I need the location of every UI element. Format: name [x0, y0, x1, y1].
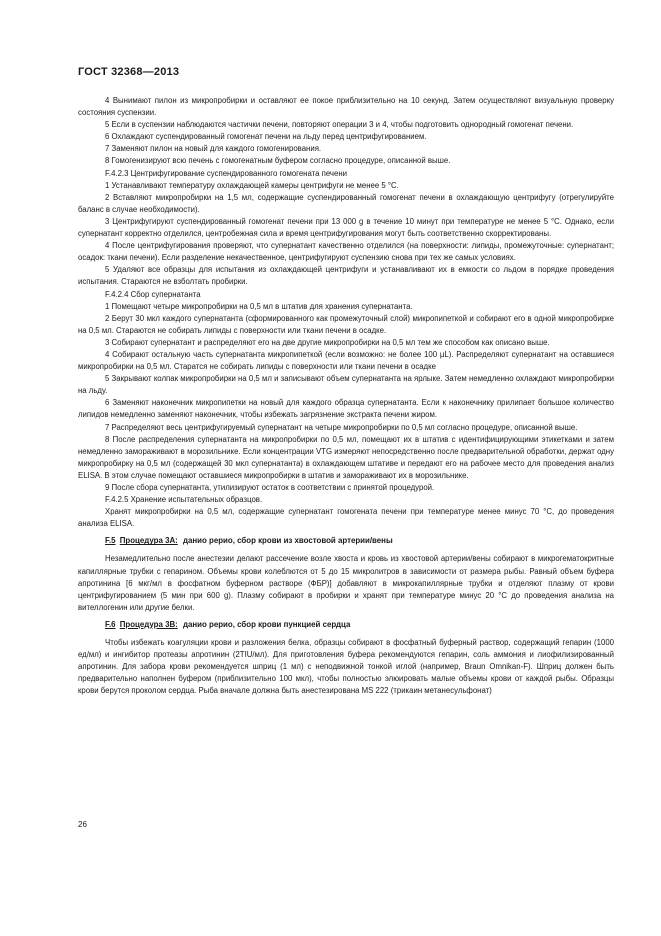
paragraph: 2 Вставляют микропробирки на 1,5 мл, содержащие суспендированный гомогенат печени в охлаждающую центрифугу (отрегулируйте баланс в случае необходимости).	[78, 192, 614, 214]
paragraph: 5 Закрывают колпак микропробирки на 0,5 мл и записывают объем супернатанта на ярлыке. Затем немедленно охлаждают микропробирки на льду.	[78, 374, 614, 396]
paragraph-group-f4	[78, 95, 614, 530]
paragraph: 4 Собирают остальную часть супернатанта микропипеткой (если возможно: не более 100 µL). Распределяют супернатант на оставшиеся микропробирки на 0,5 мл. Старатся не собирать липиды с поверхности или ткани печени в осадке	[78, 349, 614, 372]
document-body	[78, 95, 614, 698]
paragraph: 8 После распределения супернатанта на микропробирки по 0,5 мл, помещают их в штатив с идентифицирующими этикетками и затем немедленно замораживают в морозильнике. Если концентрации VTG измеряют непосредственно после предварительной обработки, держат одну микропробирку на 0,5 мл (содержащей 30 мкл супернатанта) в охлаждающем штативе и передают его на рабочее место для проведения анализ ELISA. В этом случае помещают оставшиеся микропробирки в штатив и замораживают их в морозильнике.	[78, 434, 614, 480]
paragraph: 6 Охлаждают суспендированный гомогенат печени на льду перед центрифугированием.	[105, 132, 427, 142]
paragraph: F.4.2.3 Центрифугирование суспендированного гомогената печени	[105, 168, 347, 178]
paragraph: 7 Заменяют пилон на новый для каждого гомогенирования.	[105, 144, 322, 154]
section-number: F.6	[105, 619, 116, 629]
paragraph: 8 Гомогенизируют всю печень с гомогенатным буфером согласно процедуре, описанной выше.	[105, 156, 451, 166]
paragraph: 3 Собирают супернатант и распределяют его на две другие микропробирки на 0,5 мл тем же способом как описано выше.	[105, 337, 550, 347]
paragraph: 7 Распределяют весь центрифугируемый супернатант на четыре микропробирки по 0,5 мл согласно процедуре, описанной выше.	[105, 422, 578, 432]
paragraph: 9 После сбора супернатанта, утилизируют остаток в соответствии с принятой процедурой.	[105, 483, 435, 492]
paragraph: 6 Заменяют наконечник микропипетки на новый для каждого образца супернатанта. Если к наконечнику прилипает большое количество липидов немедленно заменяют наконечник, чтобы избежать загрязнение экстракта печени жиром.	[78, 398, 614, 420]
section-title: данио рерио, сбор крови из хвостовой артерии/вены	[183, 536, 393, 546]
section-title: данио рерио, сбор крови пункцией сердца	[183, 619, 351, 629]
document-header: ГОСТ 32368—2013	[78, 66, 180, 78]
paragraph-group-f5	[78, 553, 614, 613]
paragraph: 2 Берут 30 мкл каждого супернатанта (сформированного как промежуточный слой) микропипеткой и собирают его в одной микропробирке на 0,5 мл. Стараются не собирать липиды с поверхности или ткани печени в осадке.	[78, 313, 614, 335]
paragraph: 4 После центрифугирования проверяют, что супернатант качественно отделился (на поверхности: липиды, промежуточные: супернатант; осадок: ткани печени). Если разделение некачественное, центрифугируют суспензию снова при тех же самых условиях.	[78, 241, 614, 263]
paragraph: Незамедлительно после анестезии делают рассечение возле хвоста и кровь из хвостовой артерии/вены собирают в микрогематокритные капиллярные трубки с гепарином. Объемы крови колеблются от 5 до 15 микролитров в зависимости от размера рыбы. Равный объем буфера апротинина [6 мкг/мл в фосфатном буферном растворе (ФБР)] добавляют в микрокапиллярные трубки и отделяют плазму от крови центрифугированием (5 мин при 600 g). Плазму собирают в пробирки и хранят при температуре минус 20 °C до проведения анализа на вителлогенин или другие белки.	[78, 554, 614, 612]
page-number: 26	[78, 820, 87, 829]
paragraph-group-f6	[78, 637, 614, 697]
paragraph: Хранят микропробирки на 0,5 мл, содержащие супернатант гомогената печени при температуре менее минус 70 °C, до проведения анализа ELISA.	[78, 507, 614, 529]
paragraph: 5 Если в суспензии наблюдаются частички печени, повторяют операции 3 и 4, чтобы подготовить однородный гомогенат печени.	[105, 120, 574, 130]
paragraph: 5 Удаляют все образцы для испытания из охлаждающей центрифуги и устанавливают их в емкости со льдом в порядке проведения испытания. Стараются не взболтать пробирки.	[78, 265, 614, 287]
paragraph: 3 Центрифугируют суспендированный гомогенат печени при 13 000 g в течение 10 минут при температуре не менее 5 °C. Однако, если супернатант корректно отделился, центробежная сила и время центрифугирования могут быть соответственно скорректированы.	[78, 216, 614, 239]
paragraph: 1 Помещают четыре микропробирки на 0,5 мл в штатив для хранения супернатанта.	[105, 301, 413, 311]
paragraph: F.4.2.5 Хранение испытательных образцов.	[105, 495, 263, 505]
section-label: Процедура 3В:	[119, 619, 178, 629]
section-heading-f6	[78, 619, 614, 631]
paragraph: 4 Вынимают пилон из микропробирки и оставляют ее покое приблизительно на 10 секунд. Затем осуществляют визуальную проверку состояния суспензии.	[78, 96, 614, 118]
section-heading-f5	[78, 535, 614, 547]
section-label: Процедура 3А:	[119, 536, 178, 546]
paragraph: Чтобы избежать коагуляции крови и разложения белка, образцы собирают в фосфатный буферный раствор, содержащий гепарин (1000 ед/мл) и ингибитор протеазы апротинин (2TIU/мл). Для приготовления буфера рекомендуются гепарин, соль аммония и лиофилизированный апротинин. Для забора крови рекомендуется шприц (1 мл) с неподвижной тонкой иглой (например, Braun Omnikan-F). Шприц должен быть предварительно наполнен буфером (приблизительно 100 мкл), чтобы полностью элюировать малые объемы крови от каждой рыбы. Образцы крови берутся проколом сердца. Рыба вначале должна быть анестезирована MS 222 (трикаин метанесульфонат)	[78, 638, 614, 696]
section-number: F.5	[105, 536, 116, 546]
paragraph: 1 Устанавливают температуру охлаждающей камеры центрифуги не менее 5 °C.	[105, 180, 399, 190]
paragraph: F.4.2.4 Сбор супернатанта	[105, 289, 201, 299]
